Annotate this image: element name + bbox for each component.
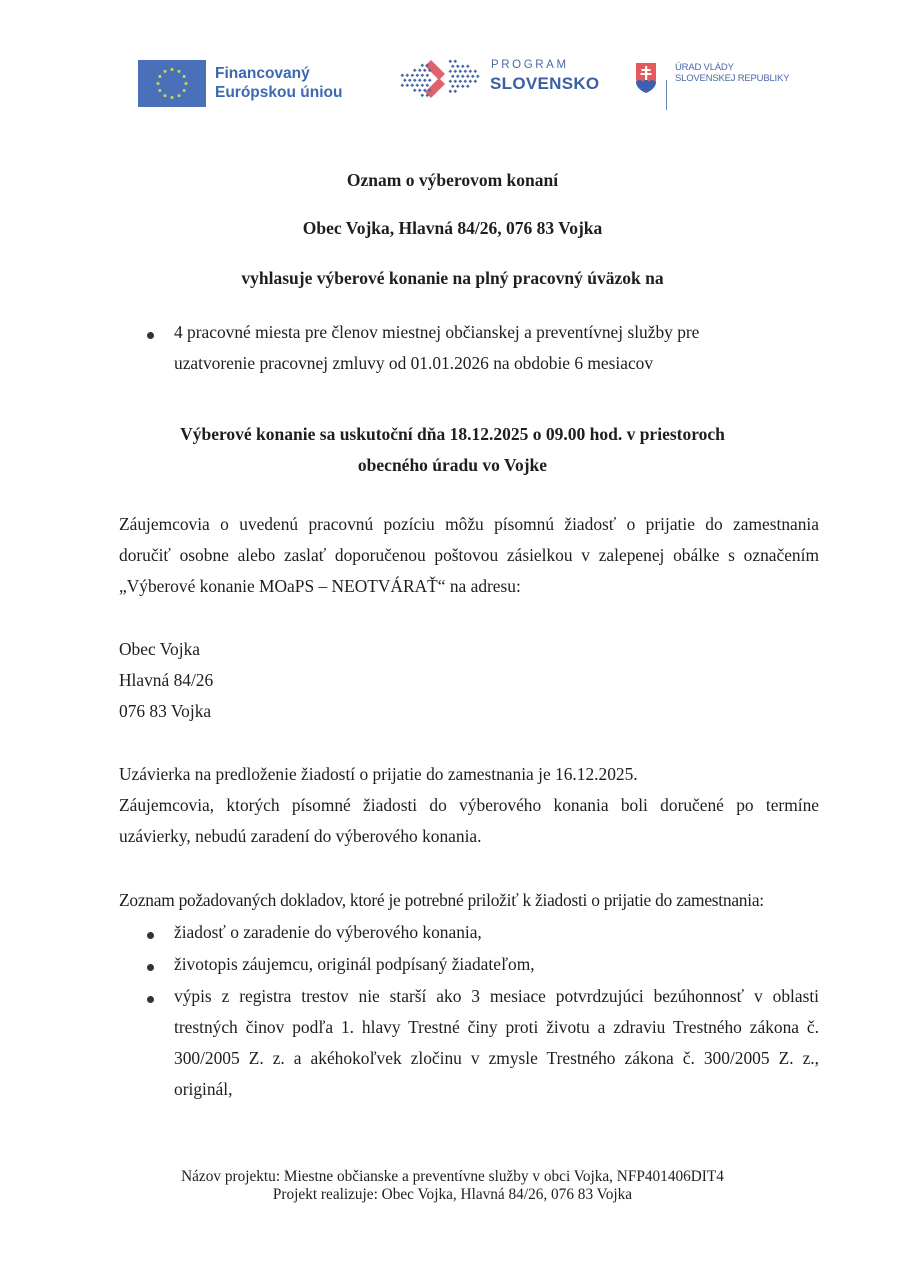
position-item	[174, 317, 814, 379]
address-block	[119, 634, 819, 727]
logo-dot-icon	[405, 73, 409, 77]
logo-dot-icon	[463, 69, 467, 73]
eu-star-icon	[157, 82, 160, 85]
footer-project-implementer: Projekt realizuje: Obec Vojka, Hlavná 84/26, 076 83 Vojka	[272, 1186, 633, 1203]
logo-dot-icon	[413, 78, 417, 82]
logo-dot-icon	[415, 83, 419, 87]
eu-star-icon	[178, 70, 181, 73]
logo-dot-icon	[408, 78, 412, 82]
logo-dot-icon	[468, 69, 472, 73]
gov-logo-line2: SLOVENSKEJ REPUBLIKY	[675, 73, 790, 84]
logo-dot-icon	[423, 68, 427, 72]
organization-heading: Obec Vojka, Hlavná 84/26, 076 83 Vojka	[302, 218, 603, 238]
bullet-icon	[147, 996, 154, 1003]
document-item-line: životopis záujemcu, originál podpísaný žiadateľom,	[174, 954, 535, 974]
footer	[0, 1168, 905, 1204]
logo-dot-icon	[451, 64, 455, 68]
logo-dot-icon	[410, 73, 414, 77]
logo-dot-icon	[428, 78, 432, 82]
logo-dot-icon	[461, 84, 465, 88]
application-line3: „Výberové konanie MOaPS – NEOTVÁRAŤ“ na adresu:	[119, 576, 521, 596]
eu-flag-icon	[138, 60, 206, 107]
logo-dot-icon	[451, 84, 455, 88]
documents-intro	[119, 885, 819, 916]
bullet-icon	[147, 932, 154, 939]
logo-dot-icon	[453, 69, 457, 73]
program-label: PROGRAM	[491, 59, 569, 71]
eu-star-icon	[158, 89, 161, 92]
logo-dot-icon	[400, 83, 404, 87]
bullet-icon	[147, 332, 154, 339]
logo-dot-icon	[405, 83, 409, 87]
selection-line2: obecného úradu vo Vojke	[357, 455, 548, 475]
eu-star-icon	[171, 68, 174, 71]
eu-star-icon	[183, 75, 186, 78]
slovak-coat-of-arms-icon	[635, 62, 657, 94]
logo-dot-icon	[466, 64, 470, 68]
eu-logo-text	[215, 64, 342, 102]
logo-dot-icon	[451, 74, 455, 78]
bullet-icon	[147, 964, 154, 971]
logo-dot-icon	[420, 63, 424, 67]
document-item-line: 300/2005 Z. z. a akéhokoľvek zločinu v zmysle Trestného zákona č. 300/2005 Z. z.,	[174, 1048, 819, 1068]
logo-dot-icon	[420, 93, 424, 97]
logo-dot-icon	[453, 59, 457, 63]
eu-logo-line1: Financovaný	[215, 65, 310, 82]
eu-star-icon	[185, 82, 188, 85]
logo-dot-icon	[456, 84, 460, 88]
logo-dot-icon	[476, 74, 480, 78]
document-item-line: originál,	[174, 1079, 233, 1099]
eu-star-icon	[164, 94, 167, 97]
logo-dot-icon	[466, 74, 470, 78]
page-title: Oznam o výberovom konaní	[346, 170, 559, 190]
application-line1: Záujemcovia o uvedenú pracovnú pozíciu môžu písomnú žiadosť o prijatie do zamestnania	[119, 514, 819, 534]
eu-star-icon	[183, 89, 186, 92]
position-line1: 4 pracovné miesta pre členov miestnej občianskej a preventívnej služby pre	[174, 322, 700, 342]
logo-dot-icon	[400, 73, 404, 77]
eu-star-icon	[158, 75, 161, 78]
eu-star-icon	[171, 96, 174, 99]
selection-line1: Výberové konanie sa uskutoční dňa 18.12.2025 o 09.00 hod. v priestoroch	[180, 424, 725, 444]
logo-dot-icon	[453, 79, 457, 83]
logo-dot-icon	[468, 79, 472, 83]
eu-star-icon	[164, 70, 167, 73]
logo-dot-icon	[453, 89, 457, 93]
gov-logo-line1: ÚRAD VLÁDY	[675, 62, 734, 73]
logo-dot-icon	[413, 88, 417, 92]
logo-dot-icon	[448, 69, 452, 73]
logo-dot-icon	[473, 69, 477, 73]
logo-dot-icon	[466, 84, 470, 88]
program-slovensko-mark-icon	[395, 54, 485, 106]
application-paragraph	[119, 509, 819, 602]
address-line1: Obec Vojka	[119, 639, 200, 659]
logo-dot-icon	[463, 79, 467, 83]
documents-intro-text: Zoznam požadovaných dokladov, ktoré je potrebné priložiť k žiadosti o prijatie do zamestnania:	[119, 890, 764, 910]
logo-dot-icon	[403, 78, 407, 82]
document-item	[174, 949, 814, 980]
address-line3: 076 83 Vojka	[119, 701, 212, 721]
gov-logo-text	[675, 62, 789, 84]
deadline-line2: Záujemcovia, ktorých písomné žiadosti do výberového konania boli doručené po termíne	[119, 795, 819, 815]
logo-dot-icon	[420, 73, 424, 77]
application-line2: doručiť osobne alebo zaslať doporučenou poštovou zásielkou v zalepenej obálke s označením	[119, 545, 819, 565]
logo-dot-icon	[473, 79, 477, 83]
eu-star-icon	[178, 94, 181, 97]
selection-info	[0, 419, 905, 481]
logo-dot-icon	[456, 64, 460, 68]
logo-dot-icon	[458, 79, 462, 83]
logo-dot-icon	[458, 69, 462, 73]
address-line2: Hlavná 84/26	[119, 670, 214, 690]
document-item-line: výpis z registra trestov nie starší ako 3 mesiace potvrdzujúci bezúhonnosť v oblasti	[174, 986, 819, 1006]
document-item-line: žiadosť o zaradenie do výberového konania,	[174, 922, 482, 942]
logo-divider	[666, 80, 667, 110]
document-item	[174, 917, 814, 948]
announcement-heading: vyhlasuje výberové konanie na plný pracovný úväzok na	[241, 268, 664, 288]
document-item	[174, 981, 819, 1105]
position-line2: uzatvorenie pracovnej zmluvy od 01.01.2026 na obdobie 6 mesiacov	[174, 353, 654, 373]
slovensko-label: SLOVENSKO	[490, 74, 600, 93]
logo-dot-icon	[418, 88, 422, 92]
logo-dot-icon	[461, 74, 465, 78]
logo-dot-icon	[423, 78, 427, 82]
logo-dot-icon	[425, 83, 429, 87]
logo-dot-icon	[448, 89, 452, 93]
logo-dot-icon	[471, 74, 475, 78]
footer-project-name: Názov projektu: Miestne občianske a preventívne služby v obci Vojka, NFP401406DIT4	[181, 1168, 724, 1185]
logo-dot-icon	[420, 83, 424, 87]
deadline-line1: Uzávierka na predloženie žiadostí o prijatie do zamestnania je 16.12.2025.	[119, 764, 638, 784]
deadline-paragraph	[119, 759, 819, 852]
logo-dot-icon	[418, 68, 422, 72]
logo-dot-icon	[461, 64, 465, 68]
document-item-line: trestných činov podľa 1. hlavy Trestné činy proti životu a zdraviu Trestného zákona č.	[174, 1017, 819, 1037]
logo-dot-icon	[410, 83, 414, 87]
logo-dot-icon	[448, 79, 452, 83]
logo-dot-icon	[456, 74, 460, 78]
logo-dot-icon	[425, 73, 429, 77]
logo-dot-icon	[415, 73, 419, 77]
logo-dot-icon	[448, 59, 452, 63]
logo-dot-icon	[413, 68, 417, 72]
logo-dot-icon	[418, 78, 422, 82]
deadline-line3: uzávierky, nebudú zaradení do výberového konania.	[119, 826, 482, 846]
eu-logo-line2: Európskou úniou	[215, 84, 343, 101]
